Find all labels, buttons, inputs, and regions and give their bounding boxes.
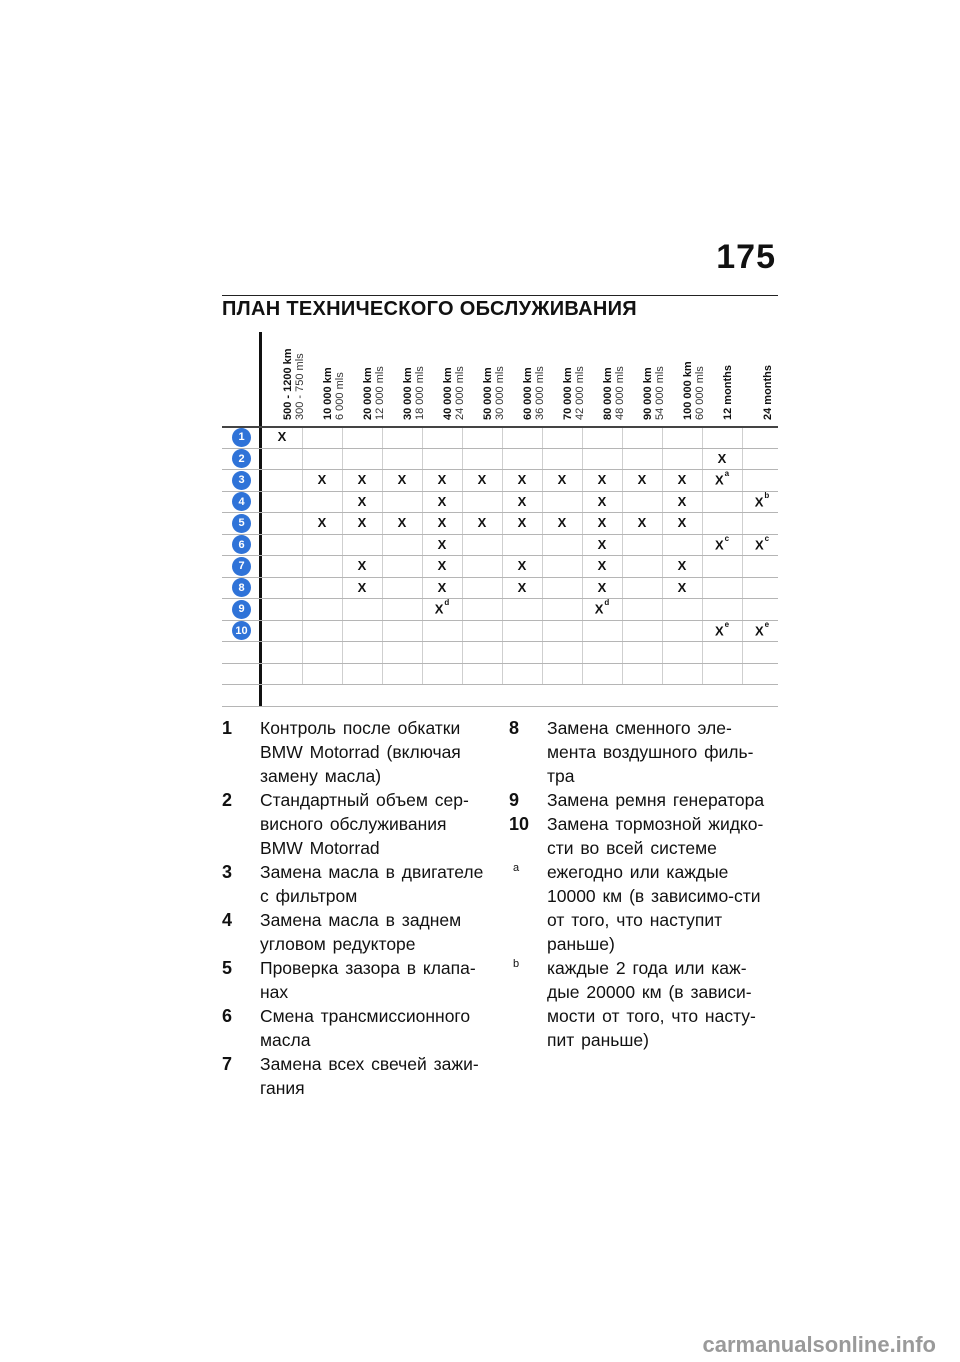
footnote-ref: c: [764, 533, 770, 543]
legend-number: 4: [222, 910, 233, 930]
column-header-km: 500 - 1200 km: [282, 348, 294, 420]
schedule-mark: $X^c$: [714, 533, 730, 552]
row-number-badge: 8: [232, 578, 251, 597]
schedule-mark: X: [637, 472, 647, 487]
legend-text: Контроль после обкатки BMW Motorrad (включая замену масла): [260, 718, 461, 786]
row-number-badge: 5: [232, 514, 251, 533]
column-header: [702, 332, 742, 424]
row-number-badge: 6: [232, 535, 251, 554]
column-header-km: 90 000 km: [642, 367, 654, 420]
column-header: [422, 332, 466, 424]
schedule-mark: Xe: [714, 619, 730, 638]
schedule-mark: X: [677, 558, 687, 573]
schedule-mark: X: [357, 493, 367, 509]
column-header-mls: 300 - 750 mls: [294, 353, 306, 420]
schedule-mark: $X^d$: [594, 598, 610, 617]
schedule-mark: X: [597, 472, 607, 487]
legend-number: 5: [222, 958, 233, 978]
legend-item: [509, 812, 774, 860]
legend-right-column: [509, 716, 774, 1052]
column-header-km: 12 months: [722, 364, 734, 420]
schedule-mark: X: [517, 493, 527, 509]
row-number-badge: 9: [232, 600, 251, 619]
legend-text: Замена сменного эле-мента воздушного филь-тра: [547, 718, 754, 786]
column-header-km: 70 000 km: [562, 367, 574, 420]
row-number-badge: 7: [232, 557, 251, 576]
schedule-mark: X: [477, 472, 487, 487]
schedule-mark: X: [637, 515, 647, 530]
column-header: [382, 332, 426, 424]
schedule-mark: X: [437, 579, 447, 595]
row-divider: [222, 706, 778, 707]
column-header-km: 30 000 km: [402, 367, 414, 420]
legend-text: Замена тормозной жидко-сти во всей системе: [547, 814, 764, 858]
schedule-mark: X: [397, 515, 407, 530]
legend-item: [509, 716, 774, 788]
schedule-mark: $X^b$: [754, 490, 770, 509]
footnote-ref: a: [724, 469, 730, 478]
row-divider: [222, 577, 778, 578]
schedule-mark: X: [357, 515, 367, 530]
column-header-km: 100 000 km: [682, 361, 694, 420]
column-header-km: 40 000 km: [442, 367, 454, 420]
row-divider: [222, 555, 778, 556]
column-header-km: 24 months: [762, 364, 774, 420]
legend-number: 1: [222, 718, 233, 738]
legend-item: [222, 1004, 487, 1052]
schedule-mark: X: [557, 472, 567, 487]
schedule-mark: X: [397, 472, 407, 487]
footnote-ref: c: [724, 533, 730, 543]
schedule-mark: X: [437, 472, 447, 487]
column-header-km: 20 000 km: [362, 367, 374, 420]
schedule-mark: X: [357, 472, 367, 487]
column-header: [542, 332, 586, 424]
schedule-mark: X: [357, 579, 367, 595]
maintenance-schedule-table: [222, 332, 778, 706]
column-header-label: [722, 365, 734, 420]
schedule-mark: X: [597, 493, 607, 509]
column-header: [622, 332, 666, 424]
schedule-mark: $X^d$: [434, 598, 450, 617]
row-divider: [222, 469, 778, 470]
schedule-mark: X: [557, 515, 567, 530]
legend-text: Стандартный объем сер-висного обслуживания BMW Motorrad: [260, 790, 469, 858]
schedule-mark: Xe: [754, 619, 770, 638]
footnote-ref: b: [764, 490, 770, 500]
column-header-mls: 12 000 mls: [374, 366, 386, 420]
footnote-mark: a: [513, 862, 520, 874]
schedule-mark: X: [437, 558, 447, 573]
column-header-km: 60 000 km: [522, 367, 534, 420]
footnote-item: [509, 956, 774, 1052]
column-header-mls: 24 000 mls: [454, 366, 466, 420]
column-header: [342, 332, 386, 424]
legend-left-column: [222, 716, 487, 1100]
schedule-mark: X: [477, 515, 487, 530]
schedule-mark: X: [677, 472, 687, 487]
legend-text: Смена трансмиссионного масла: [260, 1006, 471, 1050]
schedule-mark: X: [357, 558, 367, 573]
row-number-badge: 10: [232, 621, 251, 640]
row-divider: [222, 598, 778, 599]
legend-item: [222, 788, 487, 860]
legend-text: Замена масла в заднем угловом редукторе: [260, 910, 462, 954]
legend-text: Замена ремня генератора: [547, 790, 765, 810]
footnote-mark: b: [513, 958, 520, 970]
legend-number: 3: [222, 862, 233, 882]
schedule-mark: X: [677, 579, 687, 595]
legend-number: 2: [222, 790, 233, 810]
column-header: [502, 332, 546, 424]
legend-text: Проверка зазора в клапа-нах: [260, 958, 476, 1002]
footnote-ref: e: [724, 619, 730, 629]
column-header: [742, 332, 782, 424]
schedule-mark: X: [517, 579, 527, 595]
schedule-mark: X: [597, 558, 607, 573]
legend-number: 8: [509, 718, 520, 738]
column-header-km: 80 000 km: [602, 367, 614, 420]
row-number-badge: 3: [232, 471, 251, 490]
column-header-mls: 48 000 mls: [614, 366, 626, 420]
column-header: [662, 332, 706, 424]
legend-item: [222, 860, 487, 908]
column-header: [582, 332, 626, 424]
row-divider: [222, 491, 778, 492]
schedule-mark: X: [317, 472, 327, 487]
schedule-mark: X: [677, 493, 687, 509]
legend-number: 10: [509, 814, 530, 834]
column-header-mls: 54 000 mls: [654, 366, 666, 420]
footnote-text: каждые 2 года или каж-дые 20000 км (в зависи-мости от того, что насту-пит раньше): [547, 958, 756, 1050]
column-header: [262, 332, 306, 424]
schedule-mark: X: [597, 579, 607, 595]
section-title: ПЛАН ТЕХНИЧЕСКОГО ОБСЛУЖИВАНИЯ: [222, 298, 637, 320]
legend-text: Замена всех свечей зажи-гания: [260, 1054, 479, 1098]
schedule-mark: $X^c$: [754, 533, 770, 552]
schedule-mark: X: [437, 536, 447, 552]
schedule-mark: X: [597, 515, 607, 530]
legend-number: 7: [222, 1054, 233, 1074]
footnote-item: [509, 860, 774, 956]
legend-item: [222, 908, 487, 956]
footnote-ref: d: [444, 598, 450, 607]
column-header-mls: 18 000 mls: [414, 366, 426, 420]
column-header-mls: 60 000 mls: [694, 366, 706, 420]
schedule-mark: X: [317, 515, 327, 530]
page-number: 175: [716, 238, 776, 276]
schedule-mark: X: [517, 558, 527, 573]
schedule-mark: X: [277, 429, 287, 444]
column-header-mls: 6 000 mls: [334, 372, 346, 420]
row-divider: [222, 663, 778, 664]
legend-item: [222, 716, 487, 788]
schedule-mark: X: [437, 515, 447, 530]
row-divider: [222, 512, 778, 513]
footnote-ref: e: [764, 619, 770, 629]
legend-number: 9: [509, 790, 520, 810]
column-header-mls: 30 000 mls: [494, 366, 506, 420]
schedule-mark: X: [677, 515, 687, 530]
column-header-label: [762, 365, 774, 420]
legend-number: 6: [222, 1006, 233, 1026]
schedule-mark: X: [517, 515, 527, 530]
row-number-badge: 1: [232, 428, 251, 447]
header-divider: [222, 426, 778, 428]
footnote-ref: d: [604, 598, 610, 607]
column-header-mls: 42 000 mls: [574, 366, 586, 420]
row-divider: [222, 620, 778, 621]
row-divider: [222, 684, 778, 685]
row-divider: [222, 534, 778, 535]
row-divider: [222, 641, 778, 642]
schedule-mark: X: [437, 493, 447, 509]
watermark: carmanualsonline.info: [702, 1332, 936, 1357]
schedule-mark: X: [717, 450, 727, 466]
schedule-mark: $X^a$: [714, 469, 730, 488]
footnote-text: ежегодно или каждые 10000 км (в зависимо-сти от того, что наступит раньше): [547, 862, 761, 954]
legend-text: Замена масла в двигателе с фильтром: [260, 862, 484, 906]
schedule-mark: X: [597, 536, 607, 552]
row-divider: [222, 448, 778, 449]
legend-item: [509, 788, 774, 812]
row-number-badge: 2: [232, 449, 251, 468]
column-header: [462, 332, 506, 424]
column-header-km: 10 000 km: [322, 367, 334, 420]
legend-item: [222, 1052, 487, 1100]
column-header-mls: 36 000 mls: [534, 366, 546, 420]
column-header-km: 50 000 km: [482, 367, 494, 420]
legend-item: [222, 956, 487, 1004]
schedule-mark: X: [517, 472, 527, 487]
title-rule: [222, 295, 778, 296]
column-header: [302, 332, 346, 424]
row-number-badge: 4: [232, 492, 251, 511]
